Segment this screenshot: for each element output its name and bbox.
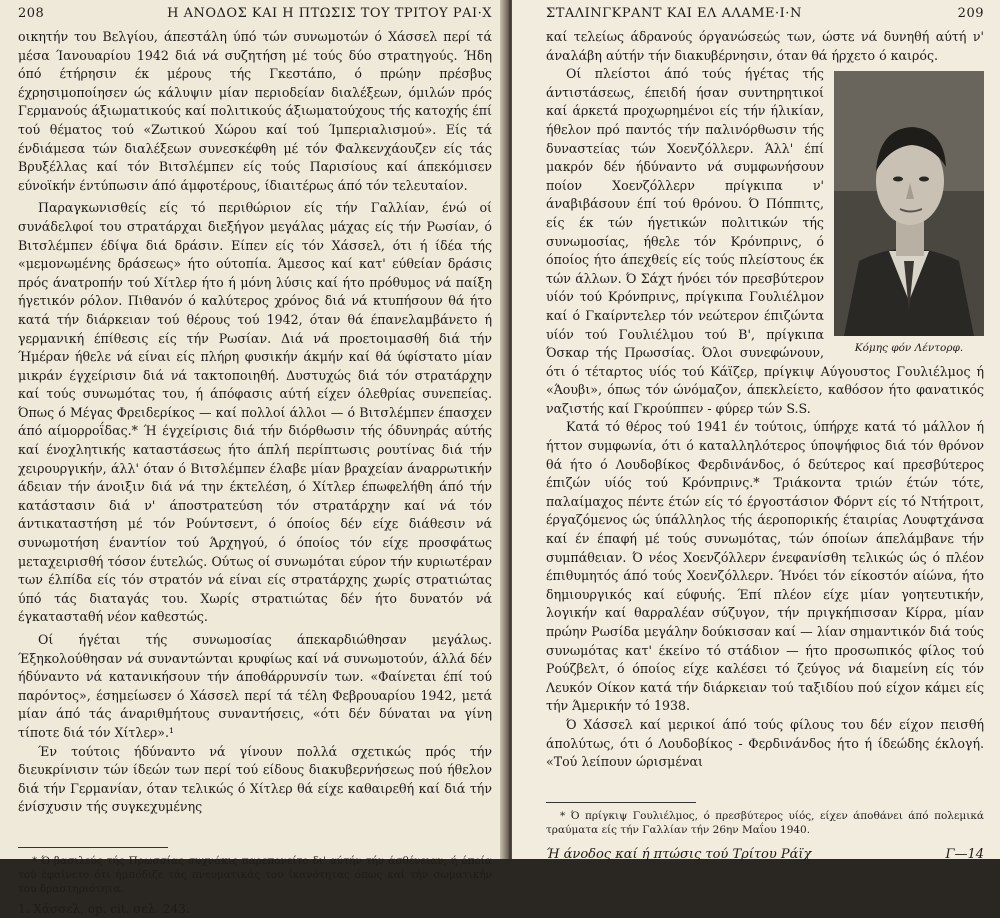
right-paragraph-2: Οί πλείστοι άπό τούς ήγέτας τής άντιστάσεως, έπειδή ήσαν συντηρητικοί καί άρκετά προχωρημένοι είς τήν ήλικίαν, ήθελον πρό παντός τήν παλινόρθωσιν τής δυναστείας τών Χοενζόλλερν. Άλλ' έπί μακρόν δέν ήδύναντο νά συμφωνήσουν ποίον Χοενζόλλερν πρίγκιπα ν' άναβιβάσουν έπί τού θρόνου. Ό Πόππιτς, είς έκ τών ήγετικών πολιτικών τής συνωμοσίας, ήθελε τόν Κρόνπρινς, ό όποίος ήτο άπεχθείς είς τούς πλείστους έκ τών άλλων. Ό Σάχτ ήνόει τόν πρεσβύτερον υίόν τού Κρόνπρινς, πρίγκιπα Γουλιέλμον καί ό Γκαίρντελερ τόν νεώτερον έπιζώντα υίόν τού Γουλιέλμου τού Β', πρίγκιπα Όσκαρ τής Πρωσσίας. Όλοι συνεφώνουν, ότι ό τέταρτος υίός τού Κάϊζερ, πρίγκιψ Αύγουστος Γουλιέλμος ή «Άουβι», όπως τόν ώνόμαζον, άπεκλείετο, καθόσον ήτο φανατικός ναζιστής καί Γκρούππεν - φύρερ τών S.S.: [546, 66, 984, 416]
left-footnote: * Ό βασιλεύς τής Πρωσσίας συχνάκις παρεπονείτο δι' αύτήν τήν άσθένειαν, ή όποία τού έφαίνετο ότι ήμπόδιζε τάς πνευματικάς του ίκανότητας όπως καί τήν σωματικήν του δραστηριότητα.: [18, 854, 492, 895]
left-page-number: 208: [18, 6, 45, 21]
right-page-number: 209: [957, 6, 984, 21]
right-footnote-rule: [546, 802, 696, 803]
portrait-photo: [834, 71, 984, 336]
right-running-head: [546, 6, 984, 28]
left-footnote-rule: [18, 847, 168, 848]
right-page: [512, 0, 1000, 862]
right-paragraph-1: καί τελείως άδρανούς όργανώσεώς των, ώστε νά δυνηθή αύτή ν' άναλάβη αύτήν τήν διακυβέρνησιν, όταν θά ήρχετο ό καιρός.: [546, 29, 984, 63]
left-running-head: [18, 6, 492, 28]
left-paragraph-1: οικητήν του Βελγίου, άπεστάλη ύπό τών συνωμοτών ό Χάσσελ περί τά μέσα Ίανουαρίου 1942 διά νά συζητήση μέ τούς δύο στρατηγούς. Ήδη όπό έτήρησιν έκ μέρους τής Γκεστάπο, ό πρώην πρέσβυς έχρησιμοποίησεν ώς κάλυψιν μίαν περιοδείαν διαλέξεων, όμιλών πρός Γερμανούς άξιωματικούς καί πολιτικούς άξιωματούχους τής κατοχής έπί τού θέματος τού «Ζωτικού Χώρου καί τού Ίμπεριαλισμού». Είς τά ένδιάμεσα τών διαλέξεων συνεσκέφθη μέ τόν Φαλκενχάουζεν είς τάς Βρυξέλλας καί τόν Βιτσλέμπεν είς τούς Παρισίους καί άπεκόμισεν εύνοϊκήν έντύπωσιν άπό άμφοτέρους, ίδιαιτέρως άπό τόν τελευταίον.: [18, 29, 492, 193]
left-reference: 1. Χάσσελ, op. cit. σελ. 243.: [18, 901, 190, 916]
book-title-footer: Ή άνοδος καί ή πτώσις τού Τρίτου Ράϊχ: [546, 846, 812, 862]
portrait-figure: [834, 71, 984, 354]
left-running-title: Η ΑΝΟΔΟΣ ΚΑΙ Η ΠΤΩΣΙΣ ΤΟΥ ΤΡΙΤΟΥ ΡΑΙ·Χ: [167, 6, 492, 21]
left-paragraph-4: Έν τούτοις ήδύναντο νά γίνουν πολλά σχετικώς πρός τήν διευκρίνισιν τών ίδεών των περί τού είδους διακυβερνήσεως πού ήθελον διά τήν Γερμανίαν, όταν τελικώς ό Χίτλερ θά είχε καθαιρεθή καί διά τήν ένίσχυσιν τής συγκεχυμένης: [18, 743, 492, 815]
right-paragraph-4: Ό Χάσσελ καί μερικοί άπό τούς φίλους του δέν είχον πεισθή άπολύτως, ότι ό Λουδοβίκος - Φερδινάνδος ήτο ή ίδεώδης έκλογή. «Τού λείπουν ώρισμέναι: [546, 716, 984, 770]
portrait-illustration: [834, 71, 984, 336]
left-paragraph-3: Οί ήγέται τής συνωμοσίας άπεκαρδιώθησαν μεγάλως. Έξηκολούθησαν νά συναντώνται κρυφίως καί νά συνωμοτούν, άλλά δέν ήδύναντο νά κατανικήσουν τήν άποθάρρυνσίν των. «Φαίνεται έπί τού παρόντος», έσημείωσεν ό Χάσσελ περί τά τέλη Φεβρουαρίου 1942, μετά μίαν άπό τάς άναριθμήτους συναντήσεις, «ότι δέν δύναται να γίνη τίποτε διά τόν Χίτλερ».¹: [18, 632, 492, 740]
right-running-title: ΣΤΑΛΙΝΓΚΡΑΝΤ ΚΑΙ ΕΛ ΑΛΑΜΕ·Ι·Ν: [546, 6, 802, 21]
right-paragraph-3: Κατά τό θέρος τού 1941 έν τούτοις, ύπήρχε κατά τό μάλλον ή ήττον συμφωνία, ότι ό καταλληλότερος ύποψήφιος διά τόν θρόνον θά ήτο ό Λουδοβίκος Φερδινάνδος, ό δεύτερος καί πρεσβύτερος έπιζών υίός τού Κρόνπρινς.* Τριάκοντα τριών έτών τότε, παλαίμαχος πέντε έτών είς τό έργοστάσιον Φόρντ είς τό Ντήτροιτ, έργαζόμενος ώς ύπάλληλος τής άεροπορικής έταιρίας Λουφτχάνσα καί έν έπαφή μέ τούς συνωμότας, τών όποίων άπελάμβανε τήν συμπάθειαν. Ό νέος Χοενζόλλερν ένεφανίσθη τελικώς ώς ό πλέον έπιθυμητός άπό τούς Χοενζόλλερν. Ήνόει τόν είκοστόν αίώνα, ήτο δημιουργικός καί εύφυής. Έπί πλέον είχε μίαν γοητευτικήν, λογικήν καί θαρραλέαν σύζυγον, τήν πριγκήπισσαν Κίρρα, μίαν πρώην Ρωσίδα μεγάλην δούκισσαν καί — λίαν σημαντικόν διά τούς συνωμότας κατ' έκείνο τό στάδιον — ήτο προσωπικός φίλος τού Ρούζβελτ, ό όποίος είχε καλέσει τό ζεύγος νά διαμείνη είς τόν Λευκόν Οίκον κατά τήν διάρκειαν τού ταξιδίου πού είχον κάμει είς τήν Άμερικήν τό 1938.: [546, 419, 984, 714]
left-paragraph-2: Παραγκωνισθείς είς τό περιθώριον είς τήν Γαλλίαν, ένώ οί συνάδελφοί του στρατάρχαι διεξήγον μεγάλας μάχας είς τήν Ρωσίαν, ό Βιτσλέμπεν έδίψα διά δράσιν. Είπεν είς τόν Χάσσελ, ότι ή ίδέα τής «μεμονωμένης δράσεως» ήτο ούτοπία. Άμεσος καί κατ' εύθείαν δράσις πρός άνατροπήν τού Χίτλερ ήτο ή μόνη λύσις καί ήτο πρόθυμος νά παίξη ήγετικόν ρόλον. Πιθανόν ό καλύτερος χρόνος διά νά κτυπήσουν θά ήτο κατά τήν διάρκειαν τού θέρους τού 1942, όταν θά έπανελαμβάνετο ή γερμανική έπίθεσις είς τήν Ρωσίαν. Διά νά προετοιμασθή διά τήν Ήμέραν ήθελε νά είναι είς πλήρη φυσικήν άκμήν καί θά ύφίστατο μίαν μικράν έγχείρισιν διά νά τακτοποιηθή. Δυστυχώς διά τόν στρατάρχην καί τούς συνωμότας του, ή άπόφασις αύτή είχεν όλεθρίας συνεπείας. Όπως ό Μέγας Φρειδερίκος — καί πολλοί άλλοι — ό Βιτσλέμπεν έπασχεν άπό αίμορροΐδας.* Ή έγχείρισις διά τήν διόρθωσιν τής όδυνηράς αύτής καί ένοχλητικής καταστάσεως ήτο άπλή περίπτωσις ρουτίνας διά τήν χειρουργικήν, άλλ' όταν ό Βιτσλέμπεν έλαβε μίαν βραχείαν άναρρωτικήν άδειαν τήν άνοιξιν διά νά την έκτελέση, ό Χίτλερ έπωφελήθη άπό τήν κατάστασιν διά ν' άποστρατεύση τόν στρατάρχην καί νά τόν άντικαταστήση μέ τόν Ρούντσεντ, ό όποίος δέν είχε διάθεσιν νά συνωμοτήση έναντίον τού Άρχηγού, ό όποίος τόν είχε προσφάτως μεταχειρισθή τόσον έυτελώς. Ούτως οί συνωμόται εύρον τήν κυριωτέραν των έλπίδα είς τόν στρατόν νά είναι είς στρατάρχης χωρίς στρατιώτας ύπό τάς διαταγάς του. Χωρίς στρατιώτας δέν ήτο δυνατόν νά έγκατασταθή νέον καθεστώς.: [18, 200, 492, 625]
signature-mark: Γ—14: [945, 846, 984, 862]
right-footnote: * Ό πρίγκιψ Γουλιέλμος, ό πρεσβύτερος υίός, είχεν άποθάνει άπό πολεμικά τραύματα είς τήν Γαλλίαν τήν 26ην Μαΐου 1940.: [546, 809, 984, 836]
right-bottom-line: [546, 847, 984, 862]
portrait-caption: Κόμης φόν Λέντορφ.: [854, 342, 964, 355]
